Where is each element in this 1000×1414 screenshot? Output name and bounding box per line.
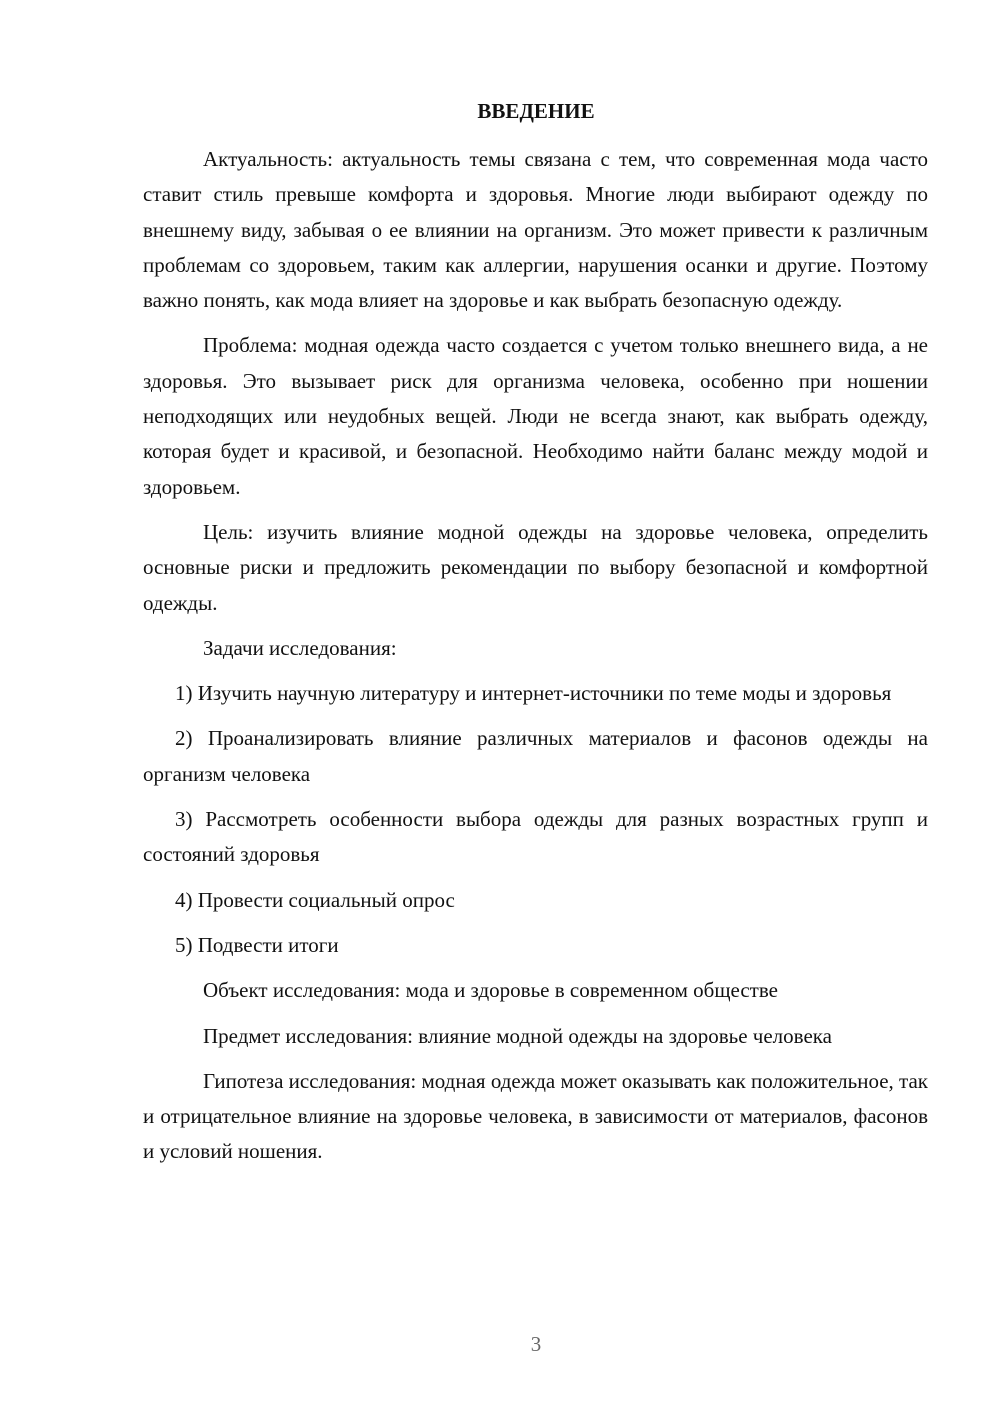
- task-item-3: 3) Рассмотреть особенности выбора одежды для разных возрастных групп и состояний здоровья: [143, 807, 928, 867]
- tasks-heading: Задачи исследования:: [203, 635, 397, 660]
- page-number: 3: [530, 1332, 542, 1356]
- task-item-2: 2) Проанализировать влияние различных материалов и фасонов одежды на организм человека: [143, 726, 928, 786]
- goal-paragraph: Цель: изучить влияние модной одежды на здоровье человека, определить основные риски и предложить рекомендации по выбору безопасной и комфортной одежды.: [143, 519, 928, 615]
- object-paragraph: Объект исследования: мода и здоровье в современном обществе: [203, 978, 778, 1003]
- relevance-paragraph: Актуальность: актуальность темы связана с тем, что современная мода часто ставит стиль превыше комфорта и здоровья. Многие люди выбирают одежду по внешнему виду, забывая о ее влиянии на организм. Это может привести к различным проблемам со здоровьем, таким как аллергии, нарушения осанки и другие. Поэтому важно понять, как мода влияет на здоровье и как выбрать безопасную одежду.: [143, 147, 928, 313]
- hypothesis-paragraph: Гипотеза исследования: модная одежда может оказывать как положительное, так и отрицательное влияние на здоровье человека, в зависимости от материалов, фасонов и условий ношения.: [143, 1068, 928, 1164]
- problem-paragraph: Проблема: модная одежда часто создается с учетом только внешнего вида, а не здоровья. Это вызывает риск для организма человека, особенно при ношении неподходящих или неудобных вещей. Люди не всегда знают, как выбрать одежду, которая будет и красивой, и безопасной. Необходимо найти баланс между модой и здоровьем.: [143, 333, 928, 499]
- task-item-1: 1) Изучить научную литературу и интернет-источники по теме моды и здоровья: [175, 681, 892, 706]
- task-item-4: 4) Провести социальный опрос: [175, 887, 455, 912]
- body-text: [143, 142, 928, 1180]
- task-item-5: 5) Подвести итоги: [175, 932, 339, 957]
- section-heading: ВВЕДЕНИЕ: [477, 99, 595, 123]
- subject-paragraph: Предмет исследования: влияние модной одежды на здоровье человека: [203, 1023, 832, 1048]
